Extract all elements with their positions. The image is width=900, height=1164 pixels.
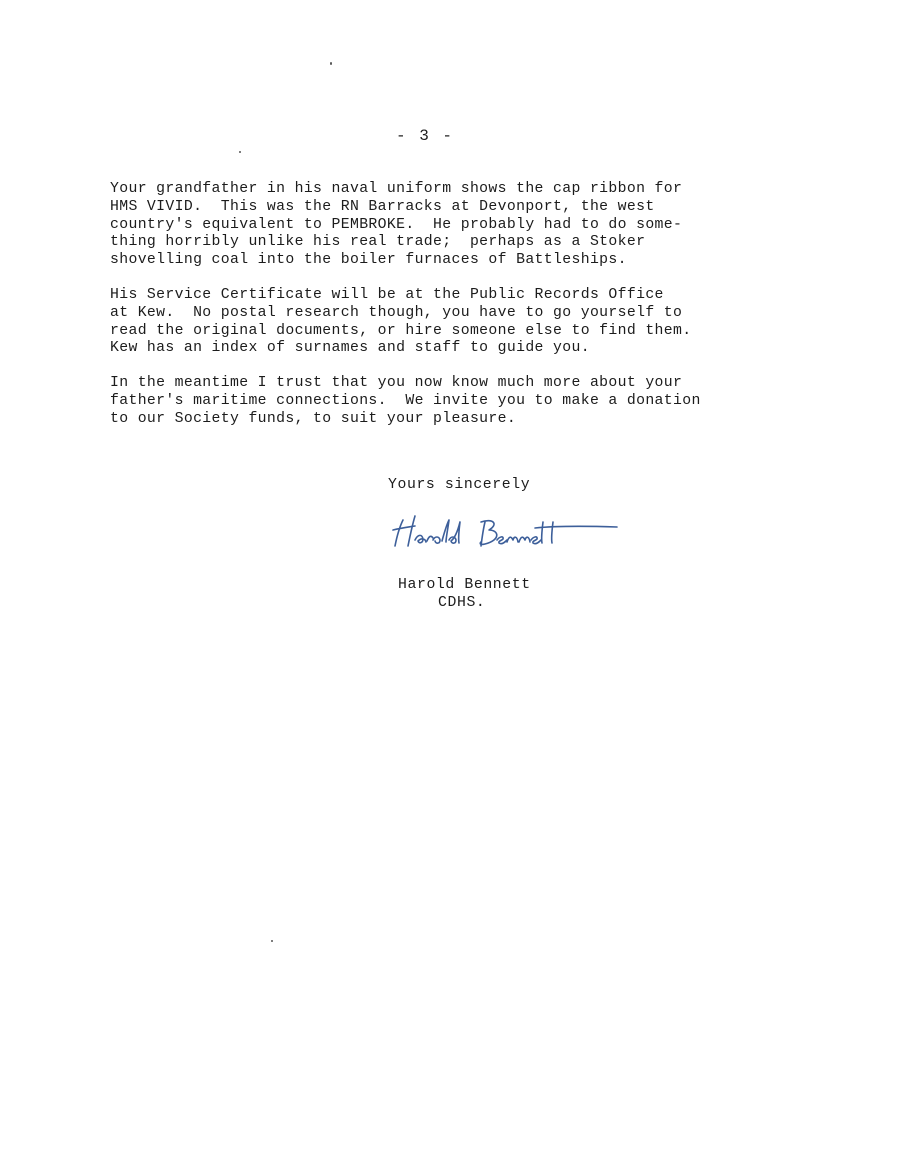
text-line: Kew has an index of surnames and staff to guide you. [110, 340, 590, 357]
text-line: read the original documents, or hire someone else to find them. [110, 322, 692, 339]
text-line: shovelling coal into the boiler furnaces of Battleships. [110, 252, 627, 269]
closing-salutation: Yours sincerely [388, 477, 531, 493]
handwritten-signature [385, 508, 625, 558]
text-line: to our Society funds, to suit your pleasure. [110, 410, 517, 427]
text-line: Your grandfather in his naval uniform shows the cap ribbon for [110, 181, 683, 197]
text-line: thing horribly unlike his real trade; perhaps as a Stoker [110, 234, 646, 251]
text-line: at Kew. No postal research though, you have to go yourself to [110, 304, 683, 321]
signature-strokes [393, 516, 617, 546]
paragraph-1 [110, 181, 810, 270]
signatory-name: Harold Bennett [398, 577, 531, 593]
paragraph-2 [110, 287, 810, 358]
letter-body [110, 181, 810, 446]
paper-speck [330, 62, 332, 65]
text-line: HMS VIVID. This was the RN Barracks at Devonport, the west [110, 198, 655, 215]
page-number: - 3 - [395, 127, 454, 145]
text-line: His Service Certificate will be at the Public Records Office [110, 286, 664, 303]
paragraph-3 [110, 375, 810, 428]
paper-speck [239, 151, 241, 153]
text-line: father's maritime connections. We invite you to make a donation [110, 392, 701, 409]
text-line: country's equivalent to PEMBROKE. He probably had to do some- [110, 216, 683, 233]
text-line: In the meantime I trust that you now know much more about your [110, 375, 683, 392]
paper-speck [271, 940, 273, 942]
signatory-organization: CDHS. [438, 595, 486, 611]
